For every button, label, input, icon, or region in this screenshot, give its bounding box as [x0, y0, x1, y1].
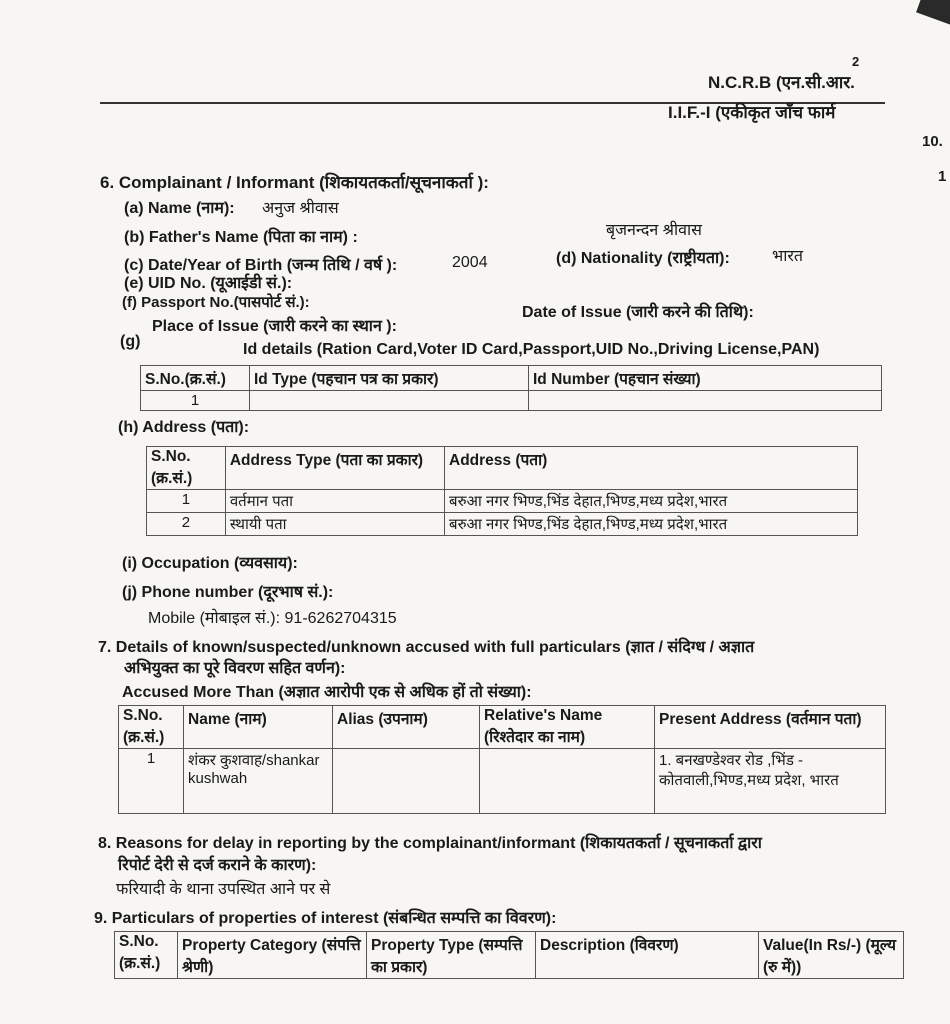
acc-col-alias: Alias (उपनाम)	[333, 706, 480, 749]
prop-col-sno: S.No. (क्र.सं.)	[115, 932, 178, 979]
id-details-title: Id details (Ration Card,Voter ID Card,Passport,UID No.,Driving License,PAN)	[243, 341, 820, 358]
addr-row1-type: वर्तमान पता	[225, 490, 444, 513]
id-row-type	[250, 391, 529, 411]
acc-row-sno: 1	[119, 749, 184, 814]
father-name-value: बृजनन्दन श्रीवास	[606, 222, 702, 239]
id-row-sno: 1	[141, 391, 250, 411]
acc-col-name: Name (नाम)	[184, 706, 333, 749]
acc-row-alias	[333, 749, 480, 814]
addr-row2-type: स्थायी पता	[225, 513, 444, 536]
dob-value: 2004	[452, 254, 488, 271]
id-details-table	[140, 365, 882, 411]
table-row	[119, 749, 886, 814]
addr-col-type: Address Type (पता का प्रकार)	[225, 447, 444, 490]
addr-row1-address: बरुआ नगर भिण्ड,भिंड देहात,भिण्ड,मध्य प्रदेश,भारत	[445, 490, 858, 513]
table-row	[147, 513, 858, 536]
table-row	[147, 490, 858, 513]
passport-label: (f) Passport No.(पासपोर्ट सं.):	[122, 294, 310, 311]
issue-date-label: Date of Issue (जारी करने की तिथि):	[522, 304, 754, 321]
nationality-label: (d) Nationality (राष्ट्रीयता):	[556, 250, 730, 267]
prop-col-value: Value(In Rs/-) (मूल्य (रु में))	[759, 932, 904, 979]
prop-col-category: Property Category (संपत्ति श्रेणी)	[178, 932, 367, 979]
acc-row-address: 1. बनखण्डेश्वर रोड ,भिंड - कोतवाली,भिण्ड,मध्य प्रदेश, भारत	[655, 749, 886, 814]
address-label: (h) Address (पता):	[118, 419, 250, 436]
acc-row-relative	[480, 749, 655, 814]
prop-col-description: Description (विवरण)	[536, 932, 759, 979]
occupation-label: (i) Occupation (व्यवसाय):	[122, 555, 298, 572]
properties-table	[114, 931, 904, 979]
id-details-marker: (g)	[120, 333, 141, 350]
table-row	[141, 391, 882, 411]
page-mark-side: 10.	[922, 133, 943, 150]
acc-col-address: Present Address (वर्तमान पता)	[655, 706, 886, 749]
acc-row-name: शंकर कुशवाह/shankar kushwah	[184, 749, 333, 814]
dob-label: (c) Date/Year of Birth (जन्म तिथि / वर्ष ):	[124, 257, 398, 274]
phone-label: (j) Phone number (दूरभाष सं.):	[122, 584, 334, 601]
section-8-heading: 8. Reasons for delay in reporting by the complainant/informant (शिकायतकर्ता / सूचनाकर्ता द्वारा	[98, 835, 762, 852]
page-mark-side2: 1	[938, 168, 947, 185]
ncrb-title: N.C.R.B (एन.सी.आर.	[708, 73, 855, 92]
delay-reason: फरियादी के थाना उपस्थित आने पर से	[116, 881, 331, 898]
addr-row2-sno: 2	[147, 513, 226, 536]
addr-row1-sno: 1	[147, 490, 226, 513]
section-7-heading: 7. Details of known/suspected/unknown accused with full particulars (ज्ञात / संदिग्ध / अज्ञात	[98, 639, 755, 656]
addr-row2-address: बरुआ नगर भिण्ड,भिंड देहात,भिण्ड,मध्य प्रदेश,भारत	[445, 513, 858, 536]
section-9-heading: 9. Particulars of properties of interest (संबन्धित सम्पत्ति का विवरण):	[94, 910, 557, 927]
id-col-number: Id Number (पहचान संख्या)	[529, 366, 882, 391]
name-value: अनुज श्रीवास	[262, 200, 339, 217]
page-corner-mark	[916, 0, 950, 26]
section-7-heading-cont: अभियुक्त का पूरे विवरण सहित वर्णन):	[124, 660, 346, 677]
id-row-number	[529, 391, 882, 411]
issue-place-label: Place of Issue (जारी करने का स्थान ):	[152, 318, 397, 335]
acc-col-relative: Relative's Name (रिश्तेदार का नाम)	[480, 706, 655, 749]
iif-title: I.I.F.-I (एकीकृत जाँच फार्म	[668, 103, 836, 122]
nationality-value: भारत	[772, 248, 804, 265]
addr-col-address: Address (पता)	[445, 447, 858, 490]
section-8-heading-cont: रिपोर्ट देरी से दर्ज कराने के कारण):	[118, 857, 317, 874]
accused-table	[118, 705, 886, 814]
uid-label: (e) UID No. (यूआईडी सं.):	[124, 275, 293, 292]
id-col-sno: S.No.(क्र.सं.)	[141, 366, 250, 391]
acc-col-sno: S.No. (क्र.सं.)	[119, 706, 184, 749]
prop-col-type: Property Type (सम्पत्ति का प्रकार)	[367, 932, 536, 979]
addr-col-sno: S.No. (क्र.सं.)	[147, 447, 226, 490]
page-mark-top: 2	[852, 54, 860, 69]
section-6-heading: 6. Complainant / Informant (शिकायतकर्ता/सूचनाकर्ता ):	[100, 173, 489, 192]
address-table	[146, 446, 858, 536]
name-label: (a) Name (नाम):	[124, 200, 235, 217]
id-col-type: Id Type (पहचान पत्र का प्रकार)	[250, 366, 529, 391]
mobile-number: Mobile (मोबाइल सं.): 91-6262704315	[148, 610, 397, 627]
accused-more-than: Accused More Than (अज्ञात आरोपी एक से अधिक हों तो संख्या):	[122, 684, 532, 701]
father-name-label: (b) Father's Name (पिता का नाम) :	[124, 229, 358, 246]
